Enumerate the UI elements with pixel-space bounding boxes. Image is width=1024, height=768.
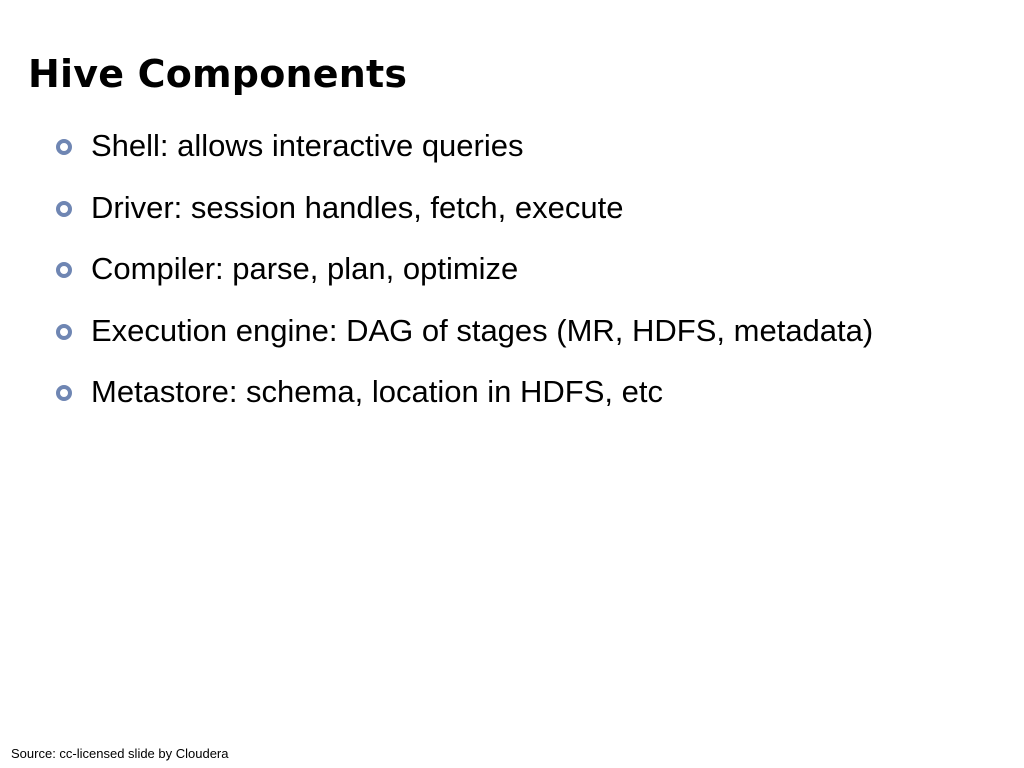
- slide-title: Hive Components: [28, 52, 408, 96]
- bullet-text: Shell: allows interactive queries: [91, 128, 524, 163]
- bullet-text: Driver: session handles, fetch, execute: [91, 189, 624, 225]
- bullet-text: Metastore: schema, location in HDFS, etc: [91, 374, 664, 409]
- bullet-text: Compiler: parse, plan, optimize: [91, 251, 519, 286]
- bullet-icon: [56, 262, 72, 278]
- bullet-icon: [56, 201, 72, 217]
- bullet-icon: [56, 139, 72, 155]
- source-note: Source: cc-licensed slide by Cloudera: [11, 746, 229, 761]
- bullet-icon: [56, 324, 72, 340]
- bullet-icon: [56, 385, 72, 401]
- bullet-text: Execution engine: DAG of stages (MR, HDFS, metadata): [91, 312, 874, 348]
